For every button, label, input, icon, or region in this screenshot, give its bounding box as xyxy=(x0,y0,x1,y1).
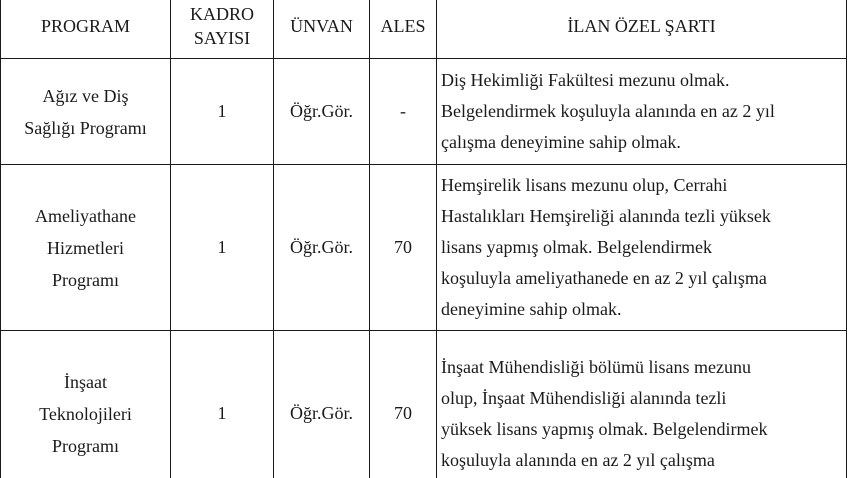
program-line: Teknolojileri xyxy=(39,403,132,424)
header-kadro-line1: KADRO xyxy=(189,3,254,24)
program-line: Ameliyathane xyxy=(35,205,136,226)
ales-cell: - xyxy=(370,59,437,165)
condition-line: lisans yapmış olmak. Belgelendirmek xyxy=(441,237,712,257)
header-unvan: ÜNVAN xyxy=(274,0,370,59)
condition-cell xyxy=(437,331,847,478)
condition-line: Hemşirelik lisans mezunu olup, Cerrahi xyxy=(441,175,728,195)
header-ales: ALES xyxy=(370,0,437,59)
condition-line: İnşaat Mühendisliği bölümü lisans mezunu xyxy=(441,356,751,377)
unvan-cell: Öğr.Gör. xyxy=(274,165,370,331)
condition-cell xyxy=(437,165,847,331)
condition-line: yüksek lisans yapmış olmak. Belgelendirmek xyxy=(441,418,768,439)
condition-line: koşuluyla alanında en az 2 yıl çalışma xyxy=(441,449,715,470)
condition-line: deneyimine sahip olmak. xyxy=(441,299,622,319)
program-cell xyxy=(1,331,171,478)
program-line: İnşaat xyxy=(64,371,107,392)
program-cell xyxy=(1,165,171,331)
program-line: Hizmetleri xyxy=(47,237,124,258)
condition-cell xyxy=(437,59,847,165)
kadro-cell: 1 xyxy=(171,331,274,478)
program-line: Programı xyxy=(52,435,119,456)
header-ilan-ozel-sarti: İLAN ÖZEL ŞARTI xyxy=(437,0,847,59)
unvan-cell: Öğr.Gör. xyxy=(274,331,370,478)
condition-line: koşuluyla ameliyathanede en az 2 yıl çalışma xyxy=(441,268,767,288)
kadro-cell: 1 xyxy=(171,165,274,331)
header-program: PROGRAM xyxy=(1,0,171,59)
program-line: Sağlığı Programı xyxy=(24,117,147,138)
header-kadro-sayisi xyxy=(171,0,274,59)
program-cell xyxy=(1,59,171,165)
header-kadro-line2: SAYISI xyxy=(193,27,251,48)
table-row xyxy=(1,165,847,331)
table-row xyxy=(1,59,847,165)
program-line: Ağız ve Diş xyxy=(42,85,129,106)
ales-cell: 70 xyxy=(370,165,437,331)
condition-line: Diş Hekimliği Fakültesi mezunu olmak. xyxy=(441,70,730,90)
condition-line: Hastalıkları Hemşireliği alanında tezli yüksek xyxy=(441,206,771,226)
condition-line: olup, İnşaat Mühendisliği alanında tezli xyxy=(441,387,727,408)
ales-cell: 70 xyxy=(370,331,437,478)
condition-line: Belgelendirmek koşuluyla alanında en az 2 yıl xyxy=(441,101,775,121)
condition-line: çalışma deneyimine sahip olmak. xyxy=(441,132,681,152)
unvan-cell: Öğr.Gör. xyxy=(274,59,370,165)
program-line: Programı xyxy=(52,269,119,290)
kadro-cell: 1 xyxy=(171,59,274,165)
table-row xyxy=(1,331,847,478)
table-header-row xyxy=(1,0,847,59)
